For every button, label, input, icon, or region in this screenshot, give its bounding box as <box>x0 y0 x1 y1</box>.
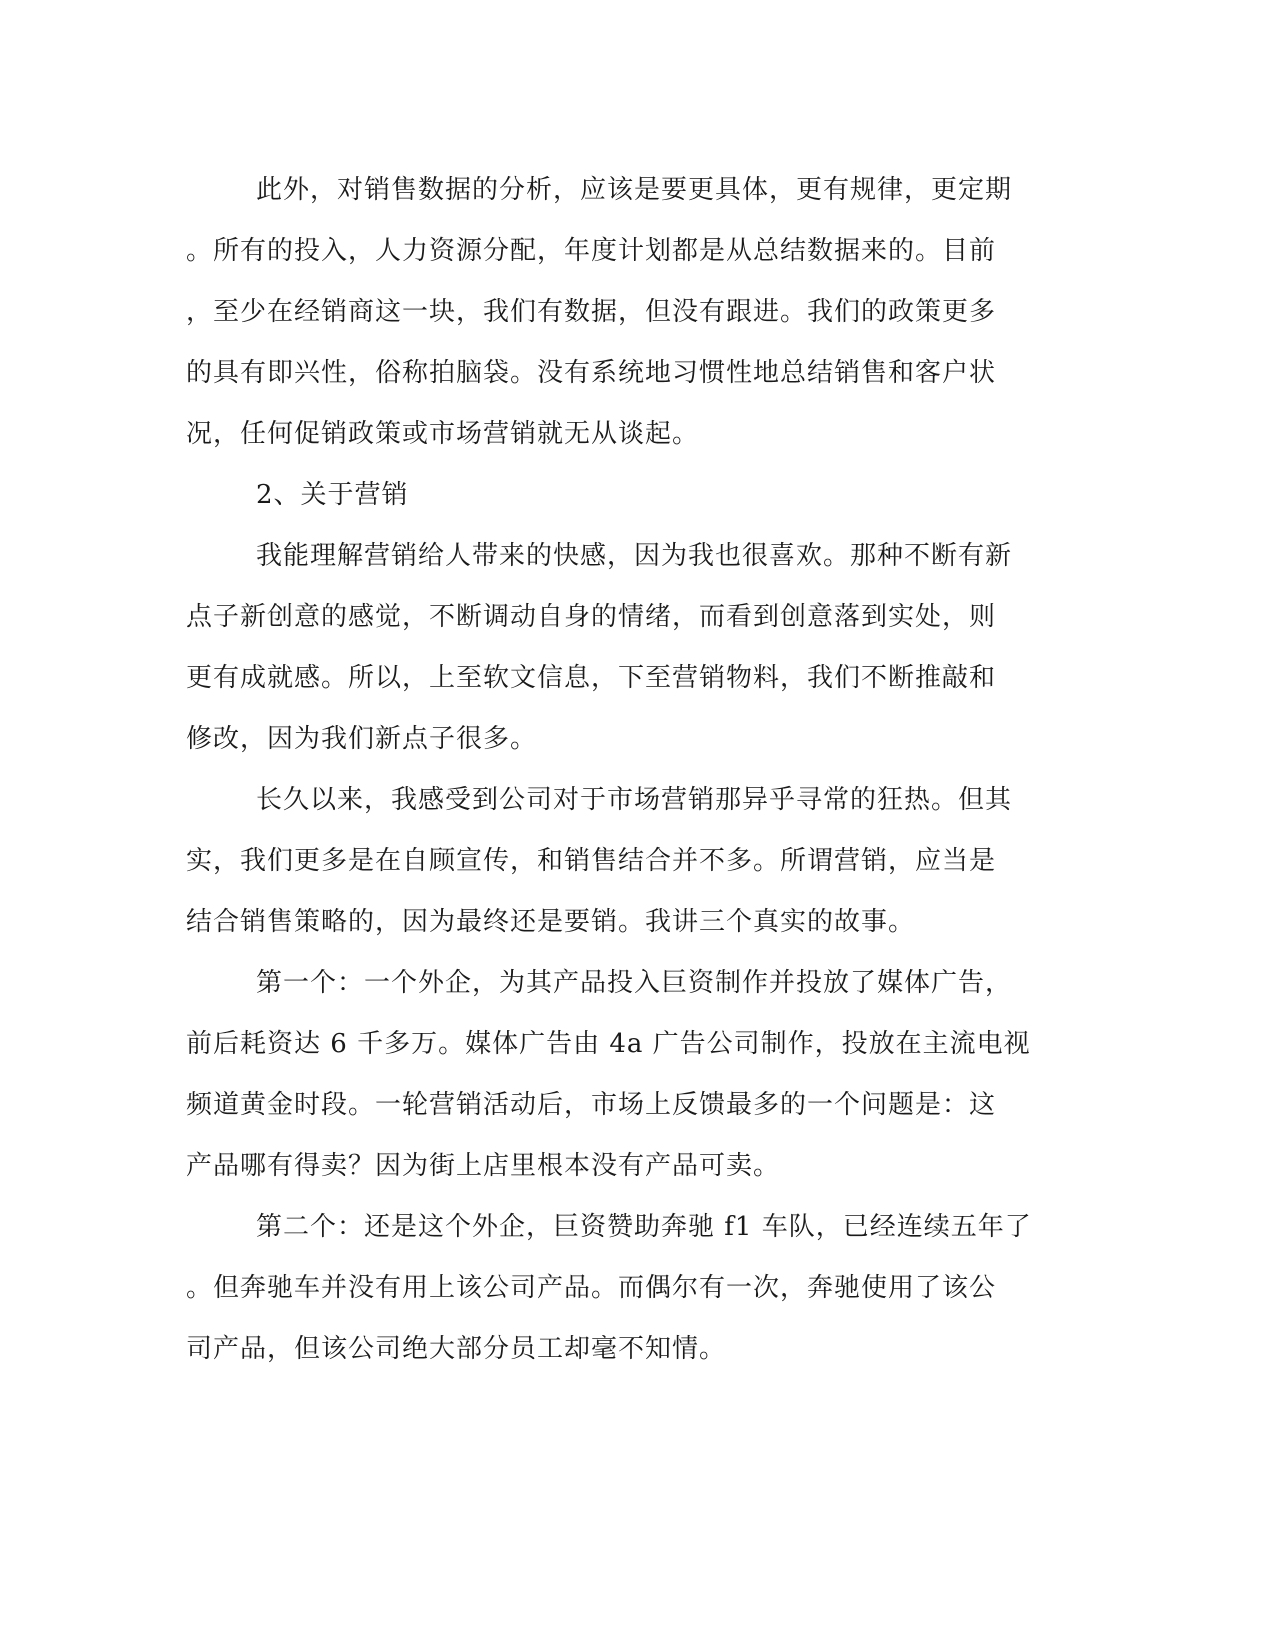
text-line: 实，我们更多是在自顾宣传，和销售结合并不多。所谓营销，应当是 <box>186 846 997 876</box>
text-line: 我能理解营销给人带来的快感，因为我也很喜欢。那种不断有新 <box>256 541 1013 571</box>
text-line: 此外，对销售数据的分析，应该是要更具体，更有规律，更定期 <box>256 175 1013 205</box>
text-line: 结合销售策略的，因为最终还是要销。我讲三个真实的故事。 <box>186 907 916 937</box>
text-line: 修改，因为我们新点子很多。 <box>186 724 538 754</box>
text-line: 产品哪有得卖？因为街上店里根本没有产品可卖。 <box>186 1151 781 1181</box>
text-line: 。所有的投入，人力资源分配，年度计划都是从总结数据来的。目前 <box>186 236 997 266</box>
text-line: 长久以来，我感受到公司对于市场营销那异乎寻常的狂热。但其 <box>256 785 1013 815</box>
text-line: 司产品，但该公司绝大部分员工却毫不知情。 <box>186 1334 727 1364</box>
section-heading: 2、关于营销 <box>256 480 409 510</box>
text-line: ，至少在经销商这一块，我们有数据，但没有跟进。我们的政策更多 <box>186 297 997 327</box>
text-line: 第二个：还是这个外企，巨资赞助奔驰 f1 车队，已经连续五年了 <box>256 1212 1032 1242</box>
document-body <box>186 160 1066 1380</box>
text-line: 频道黄金时段。一轮营销活动后，市场上反馈最多的一个问题是：这 <box>186 1090 997 1120</box>
text-line: 前后耗资达 6 千多万。媒体广告由 4a 广告公司制作，投放在主流电视 <box>186 1029 1031 1059</box>
text-line: 的具有即兴性，俗称拍脑袋。没有系统地习惯性地总结销售和客户状 <box>186 358 997 388</box>
text-line: 更有成就感。所以，上至软文信息，下至营销物料，我们不断推敲和 <box>186 663 997 693</box>
text-line: 第一个：一个外企，为其产品投入巨资制作并投放了媒体广告， <box>256 968 1013 998</box>
text-line: 。但奔驰车并没有用上该公司产品。而偶尔有一次，奔驰使用了该公 <box>186 1273 997 1303</box>
text-line: 况，任何促销政策或市场营销就无从谈起。 <box>186 419 700 449</box>
text-line: 点子新创意的感觉，不断调动自身的情绪，而看到创意落到实处，则 <box>186 602 997 632</box>
